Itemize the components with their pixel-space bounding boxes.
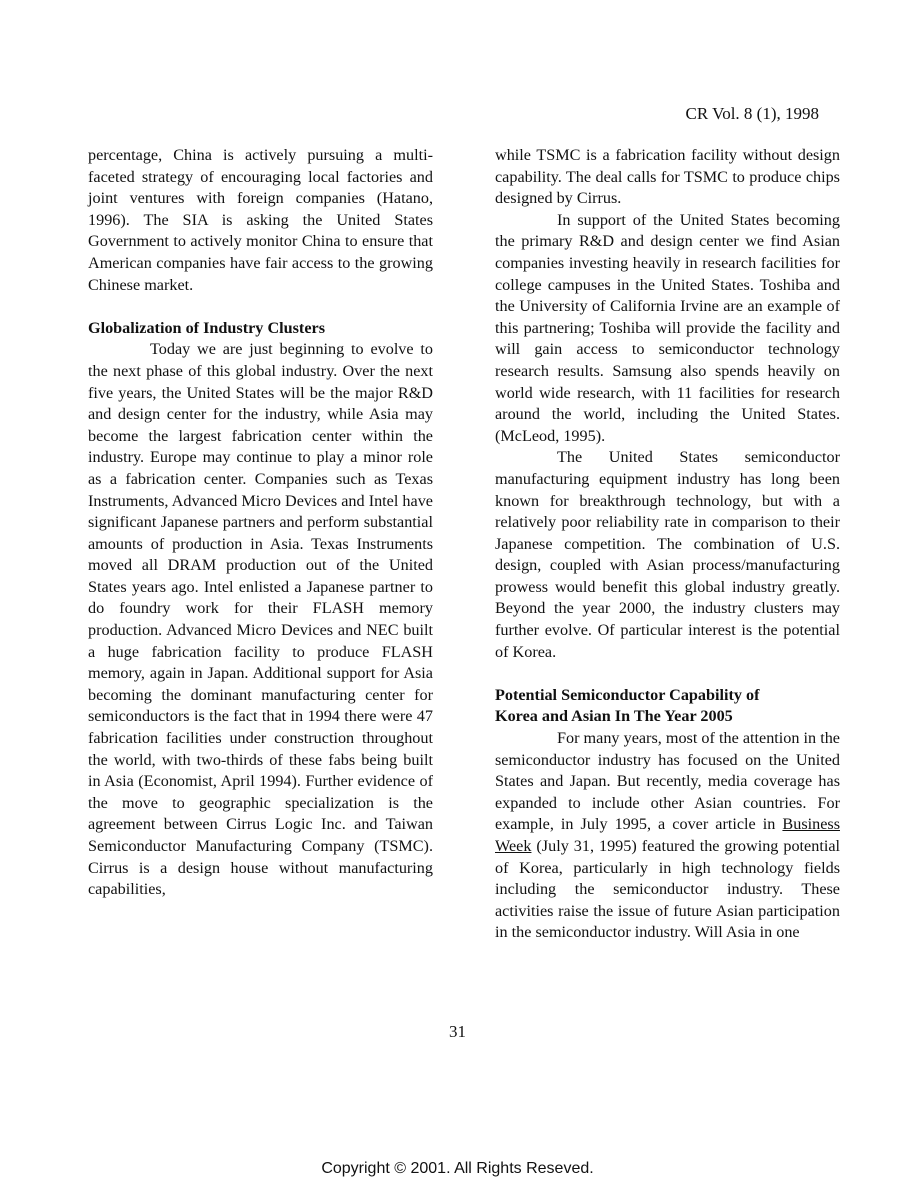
paragraph: while TSMC is a fabrication facility without design capability. The deal calls for TSMC to produce chips designed by Cirrus. bbox=[495, 146, 840, 208]
paragraph: The United States semiconductor manufacturing equipment industry has long been known for breakthrough technology, but with a relatively poor reliability rate in comparison to their Japanese competition. The combination of U.S. design, coupled with Asian process/manufacturing prowess would benefit this global industry greatly. Beyond the year 2000, the industry clusters may further evolve. Of particular interest is the potential of Korea. bbox=[495, 448, 840, 661]
spacer bbox=[88, 296, 433, 318]
heading-line: Korea and Asian In The Year 2005 bbox=[495, 707, 733, 726]
paragraph bbox=[495, 728, 840, 944]
paragraph-text: For many years, most of the attention in the semiconductor industry has focused on the United States and Japan. But recently, media coverage has expanded to include other Asian countries. For example, in July 1995, a cover article in bbox=[495, 729, 840, 834]
copyright-notice: Copyright © 2001. All Rights Reseved. bbox=[321, 1160, 594, 1177]
paragraph: Today we are just beginning to evolve to the next phase of this global industry. Over the next five years, the United States will be the major R&D and design center for the industry, while Asia may become the largest fabrication center within the industry. Europe may continue to play a minor role as a fabrication center. Companies such as Texas Instruments, Advanced Micro Devices and Intel have significant Japanese partners and perform substantial amounts of production in Asia. Texas Instruments moved all DRAM production out of the United States years ago. Intel enlisted a Japanese partner to do foundry work for their FLASH memory production. Advanced Micro Devices and NEC built a huge fabrication facility to produce FLASH memory, again in Japan. Additional support for Asia becoming the dominant manufacturing center for semiconductors is the fact that in 1994 there were 47 fabrication facilities under construction throughout the world, with two-thirds of these fabs being built in Asia (Economist, April 1994). Further evidence of the move to geographic specialization is the agreement between Cirrus Logic Inc. and Taiwan Semiconductor Manufacturing Company (TSMC). Cirrus is a design house without manufacturing capabilities, bbox=[88, 340, 433, 899]
section-heading bbox=[495, 685, 840, 728]
paragraph: In support of the United States becoming the primary R&D and design center we find Asian companies investing heavily in research facilities for college campuses in the United States. Toshiba and the University of California Irvine are an example of this partnering; Toshiba will provide the facility and will gain access to semiconductor technology research results. Samsung also spends heavily on world wide research, with 11 facilities for research around the world, including the United States. (McLeod, 1995). bbox=[495, 210, 840, 445]
section-heading: Globalization of Industry Clusters bbox=[88, 318, 325, 337]
paragraph-text: (July 31, 1995) featured the growing potential of Korea, particularly in high technology fields including the semiconductor industry. These activities raise the issue of future Asian participation in the semiconductor industry. Will Asia in one bbox=[495, 837, 840, 942]
right-column bbox=[495, 145, 840, 944]
publication-title: Business Week bbox=[495, 815, 840, 855]
spacer bbox=[495, 663, 840, 685]
left-column bbox=[88, 145, 433, 901]
paragraph: percentage, China is actively pursuing a multi-faceted strategy of encouraging local factories and joint ventures with foreign companies (Hatano, 1996). The SIA is asking the United States Government to actively monitor China to ensure that American companies have fair access to the growing Chinese market. bbox=[88, 146, 433, 294]
heading-line: Potential Semiconductor Capability of bbox=[495, 685, 760, 704]
running-head: CR Vol. 8 (1), 1998 bbox=[685, 104, 819, 123]
page-number: 31 bbox=[449, 1022, 466, 1041]
